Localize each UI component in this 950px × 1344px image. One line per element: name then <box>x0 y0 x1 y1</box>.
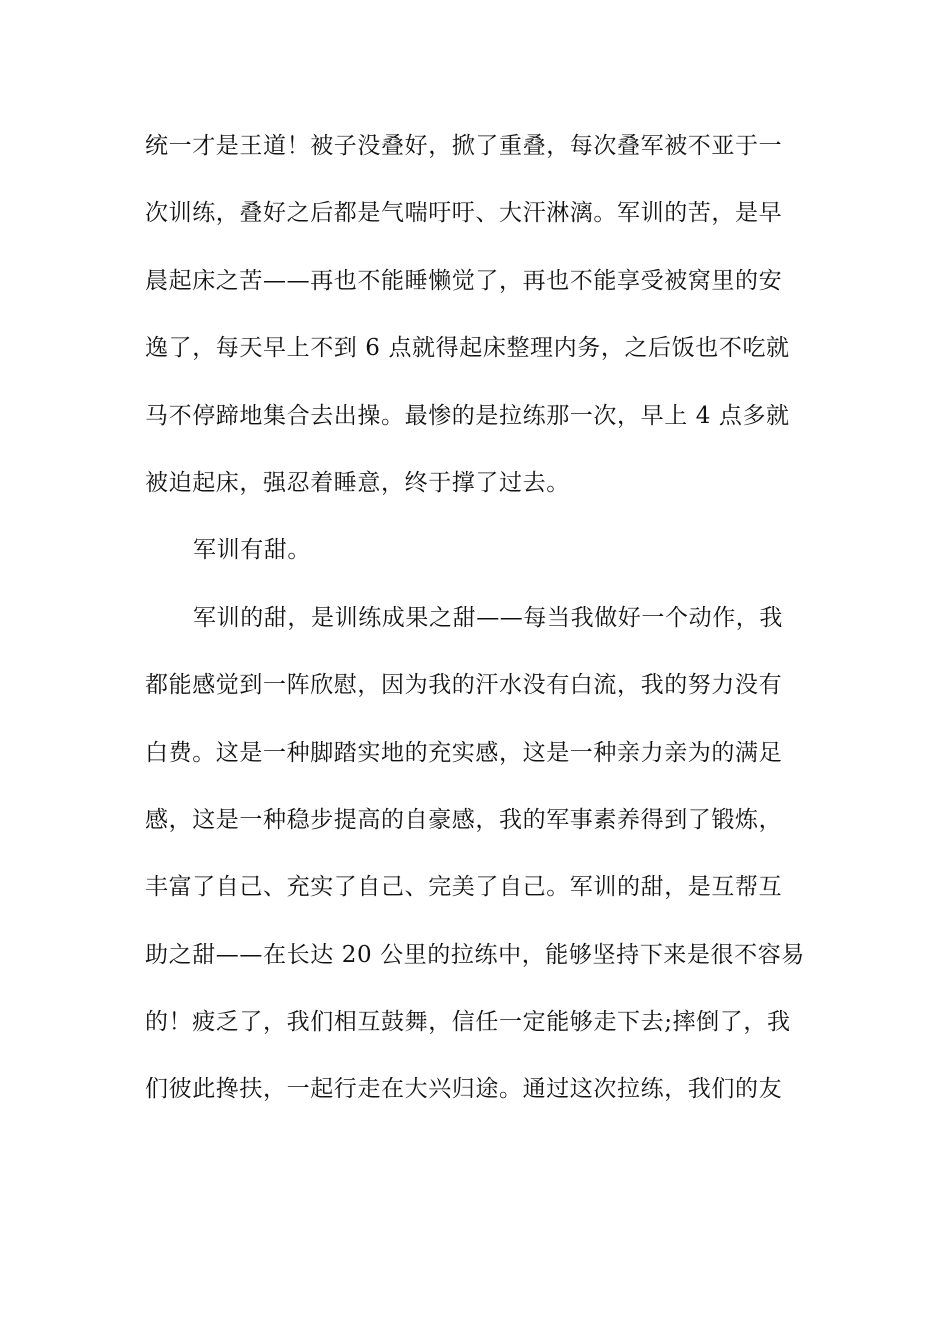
text-line: 晨起床之苦——再也不能睡懒觉了，再也不能享受被窝里的安 <box>145 267 783 294</box>
paragraph-heading: 军训有甜。 <box>193 537 311 564</box>
text-line: 统一才是王道！被子没叠好，掀了重叠，每次叠军被不亚于一 <box>145 133 783 159</box>
text-line: 们彼此搀扶，一起行走在大兴归途。通过这次拉练，我们的友 <box>145 1076 783 1103</box>
body-text <box>145 126 815 1137</box>
text-line: 的！疲乏了，我们相互鼓舞，信任一定能够走下去;摔倒了，我 <box>145 1009 791 1036</box>
text-line: 助之甜——在长达 20 公里的拉练中，能够坚持下来是很不容易 <box>145 941 805 968</box>
text-line: 都能感觉到一阵欣慰，因为我的汗水没有白流，我的努力没有 <box>145 672 783 699</box>
text-line: 次训练，叠好之后都是气喘吁吁、大汗淋漓。军训的苦，是早 <box>145 200 783 227</box>
text-line: 马不停蹄地集合去出操。最惨的是拉练那一次，早上 4 点多就 <box>145 402 790 429</box>
text-line: 感，这是一种稳步提高的自豪感，我的军事素养得到了锻炼， <box>145 806 783 833</box>
text-line: 逸了，每天早上不到 6 点就得起床整理内务，之后饭也不吃就 <box>145 335 790 362</box>
text-line: 被迫起床，强忍着睡意，终于撑了过去。 <box>145 469 570 496</box>
text-line: 丰富了自己、充实了自己、完美了自己。军训的甜，是互帮互 <box>145 874 783 901</box>
text-line: 白费。这是一种脚踏实地的充实感，这是一种亲力亲为的满足 <box>145 739 783 766</box>
text-line: 军训的甜，是训练成果之甜——每当我做好一个动作，我 <box>193 604 783 631</box>
